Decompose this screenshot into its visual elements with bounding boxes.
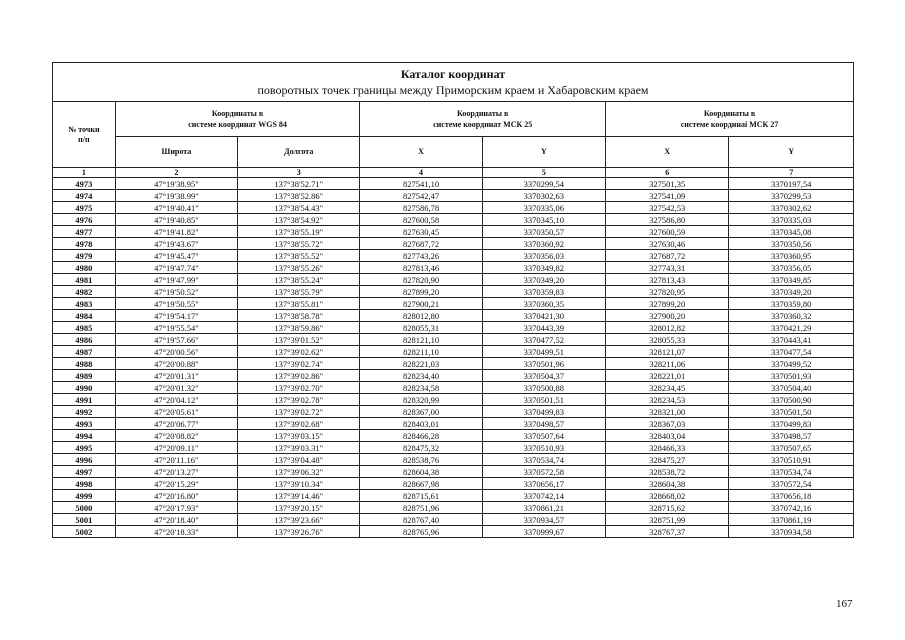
table-row: [53, 442, 854, 454]
cell-msk25-x: 828055,31: [360, 322, 482, 334]
cell-msk25-x: 827630,45: [360, 226, 482, 238]
cell-msk25-x: 828538,76: [360, 454, 482, 466]
cell-latitude: 47°19'40.41": [115, 202, 237, 214]
cell-msk27-x: 327687,72: [606, 250, 729, 262]
cell-longitude: 137°38'54.92": [238, 214, 360, 226]
cell-point-number: 4974: [53, 190, 116, 202]
cell-msk27-x: 327813,43: [606, 274, 729, 286]
cell-longitude: 137°38'55.19": [238, 226, 360, 238]
cell-longitude: 137°38'52.86": [238, 190, 360, 202]
cell-longitude: 137°38'55.72": [238, 238, 360, 250]
table-row: [53, 514, 854, 526]
cell-msk25-y: 3370507,64: [482, 430, 605, 442]
cell-latitude: 47°19'54.17": [115, 310, 237, 322]
cell-msk25-y: 3370360,35: [482, 298, 605, 310]
cell-msk25-x: 828234,40: [360, 370, 482, 382]
cell-msk27-x: 327820,95: [606, 286, 729, 298]
cell-latitude: 47°19'55.54": [115, 322, 237, 334]
cell-msk27-y: 3370443,41: [729, 334, 854, 346]
cell-msk25-x: 828667,98: [360, 478, 482, 490]
cell-msk27-x: 327630,46: [606, 238, 729, 250]
header-latitude: Широта: [115, 137, 237, 168]
table-row: [53, 490, 854, 502]
cell-msk25-y: 3370656,17: [482, 478, 605, 490]
cell-msk25-y: 3370360,92: [482, 238, 605, 250]
cell-latitude: 47°20'16.80": [115, 490, 237, 502]
group-wgs84-line2: системе координат WGS 84: [188, 120, 287, 129]
header-msk27-x: X: [606, 137, 729, 168]
cell-latitude: 47°19'57.66": [115, 334, 237, 346]
cell-msk27-x: 328121,07: [606, 346, 729, 358]
table-row: [53, 250, 854, 262]
cell-latitude: 47°20'08.82": [115, 430, 237, 442]
cell-latitude: 47°20'05.61": [115, 406, 237, 418]
page-number: 167: [836, 598, 853, 610]
cell-latitude: 47°20'01.31": [115, 370, 237, 382]
cell-msk27-y: 3370477,54: [729, 346, 854, 358]
cell-msk25-y: 3370356,03: [482, 250, 605, 262]
cell-msk27-y: 3370656,18: [729, 490, 854, 502]
group-msk27-line1: Координаты в: [703, 109, 756, 118]
cell-msk25-y: 3370498,57: [482, 418, 605, 430]
cell-longitude: 137°39'03.31": [238, 442, 360, 454]
table-row: [53, 418, 854, 430]
cell-msk25-x: 827820,90: [360, 274, 482, 286]
cell-msk25-y: 3370501,51: [482, 394, 605, 406]
cell-msk27-x: 328466,33: [606, 442, 729, 454]
cell-point-number: 4998: [53, 478, 116, 490]
table-row: [53, 394, 854, 406]
column-number: 1: [53, 168, 116, 178]
cell-msk27-y: 3370501,50: [729, 406, 854, 418]
cell-point-number: 4981: [53, 274, 116, 286]
cell-msk27-x: 328211,06: [606, 358, 729, 370]
column-number-row: [53, 168, 854, 178]
cell-msk25-y: 3370510,93: [482, 442, 605, 454]
cell-msk25-x: 827586,78: [360, 202, 482, 214]
cell-msk27-x: 328751,99: [606, 514, 729, 526]
cell-point-number: 4975: [53, 202, 116, 214]
cell-point-number: 4984: [53, 310, 116, 322]
cell-latitude: 47°19'50.55": [115, 298, 237, 310]
cell-latitude: 47°19'41.82": [115, 226, 237, 238]
group-wgs84: [115, 102, 360, 137]
cell-longitude: 137°38'55.52": [238, 250, 360, 262]
cell-msk25-y: 3370500,88: [482, 382, 605, 394]
cell-longitude: 137°38'59.86": [238, 322, 360, 334]
cell-msk25-x: 828604,38: [360, 466, 482, 478]
cell-latitude: 47°20'09.11": [115, 442, 237, 454]
cell-msk25-y: 3370345,10: [482, 214, 605, 226]
table-row: [53, 202, 854, 214]
cell-point-number: 4988: [53, 358, 116, 370]
table-row: [53, 370, 854, 382]
cell-msk27-y: 3370499,83: [729, 418, 854, 430]
cell-msk27-y: 3370350,56: [729, 238, 854, 250]
table-row: [53, 178, 854, 190]
cell-longitude: 137°39'02.62": [238, 346, 360, 358]
cell-point-number: 4976: [53, 214, 116, 226]
header-point-number: [53, 102, 116, 168]
cell-latitude: 47°19'40.85": [115, 214, 237, 226]
cell-latitude: 47°20'15.29": [115, 478, 237, 490]
cell-point-number: 5000: [53, 502, 116, 514]
cell-msk25-y: 3370335,06: [482, 202, 605, 214]
cell-latitude: 47°19'47.74": [115, 262, 237, 274]
cell-longitude: 137°39'01.52": [238, 334, 360, 346]
cell-msk25-y: 3370504,37: [482, 370, 605, 382]
table-row: [53, 226, 854, 238]
cell-msk25-y: 3370443,39: [482, 322, 605, 334]
cell-longitude: 137°39'02.74": [238, 358, 360, 370]
table-row: [53, 454, 854, 466]
column-number: 4: [360, 168, 482, 178]
cell-msk25-x: 828320,99: [360, 394, 482, 406]
cell-longitude: 137°38'54.43": [238, 202, 360, 214]
coordinate-catalog: [52, 62, 854, 538]
cell-msk27-x: 327900,20: [606, 310, 729, 322]
cell-latitude: 47°20'13.27": [115, 466, 237, 478]
cell-point-number: 4993: [53, 418, 116, 430]
cell-msk25-x: 828751,96: [360, 502, 482, 514]
cell-point-number: 4978: [53, 238, 116, 250]
cell-point-number: 4989: [53, 370, 116, 382]
group-msk25: [360, 102, 606, 137]
cell-point-number: 4983: [53, 298, 116, 310]
cell-msk27-y: 3370302,62: [729, 202, 854, 214]
cell-msk25-x: 828466,28: [360, 430, 482, 442]
cell-msk25-x: 828765,96: [360, 526, 482, 538]
cell-latitude: 47°20'17.93": [115, 502, 237, 514]
cell-latitude: 47°19'38.95": [115, 178, 237, 190]
table-row: [53, 406, 854, 418]
cell-longitude: 137°39'26.76": [238, 526, 360, 538]
cell-msk25-x: 828403,01: [360, 418, 482, 430]
table-row: [53, 382, 854, 394]
table-row: [53, 214, 854, 226]
cell-msk27-y: 3370498,57: [729, 430, 854, 442]
cell-msk27-x: 328321,00: [606, 406, 729, 418]
cell-msk27-y: 3370299,53: [729, 190, 854, 202]
cell-point-number: 4979: [53, 250, 116, 262]
cell-msk27-x: 328668,02: [606, 490, 729, 502]
cell-point-number: 5002: [53, 526, 116, 538]
cell-msk27-x: 327743,31: [606, 262, 729, 274]
table-row: [53, 466, 854, 478]
cell-latitude: 47°20'00.56": [115, 346, 237, 358]
cell-msk27-x: 327600,59: [606, 226, 729, 238]
cell-latitude: 47°20'04.12": [115, 394, 237, 406]
cell-point-number: 4999: [53, 490, 116, 502]
cell-longitude: 137°39'04.48": [238, 454, 360, 466]
cell-point-number: 4987: [53, 346, 116, 358]
group-msk27-line2: системе координаі МСК 27: [680, 120, 779, 129]
cell-msk25-x: 827813,46: [360, 262, 482, 274]
cell-msk27-x: 328012,82: [606, 322, 729, 334]
cell-msk25-x: 828121,10: [360, 334, 482, 346]
cell-msk27-y: 3370534,74: [729, 466, 854, 478]
header-point-number-line1: № точки: [68, 124, 100, 134]
table-row: [53, 274, 854, 286]
cell-msk27-y: 3370504,40: [729, 382, 854, 394]
cell-msk25-y: 3370349,20: [482, 274, 605, 286]
header-point-number-line2: п/п: [78, 134, 90, 144]
cell-point-number: 4977: [53, 226, 116, 238]
cell-msk27-y: 3370499,52: [729, 358, 854, 370]
table-row: [53, 358, 854, 370]
cell-msk25-x: 828715,61: [360, 490, 482, 502]
table-row: [53, 526, 854, 538]
table-row: [53, 190, 854, 202]
header-msk25-x: X: [360, 137, 482, 168]
cell-msk27-x: 328403,04: [606, 430, 729, 442]
cell-msk25-x: 827743,26: [360, 250, 482, 262]
cell-msk27-x: 328475,27: [606, 454, 729, 466]
table-row: [53, 502, 854, 514]
table-row: [53, 238, 854, 250]
header-longitude: Долгота: [238, 137, 360, 168]
group-msk25-line2: системе координат МСК 25: [433, 120, 533, 129]
cell-msk27-y: 3370510,91: [729, 454, 854, 466]
table-title: Каталог координат: [400, 67, 506, 81]
cell-longitude: 137°38'55.79": [238, 286, 360, 298]
cell-msk25-y: 3370499,83: [482, 406, 605, 418]
cell-msk25-x: 827899,20: [360, 286, 482, 298]
cell-msk25-y: 3370499,51: [482, 346, 605, 358]
cell-msk27-x: 328367,03: [606, 418, 729, 430]
cell-msk27-y: 3370359,80: [729, 298, 854, 310]
cell-msk27-x: 328234,53: [606, 394, 729, 406]
cell-msk25-y: 3370861,21: [482, 502, 605, 514]
cell-latitude: 47°20'01.32": [115, 382, 237, 394]
cell-msk27-y: 3370197,54: [729, 178, 854, 190]
cell-latitude: 47°20'00.88": [115, 358, 237, 370]
table-row: [53, 310, 854, 322]
cell-longitude: 137°39'20.15": [238, 502, 360, 514]
cell-point-number: 4986: [53, 334, 116, 346]
table-title-cell: [53, 63, 854, 102]
table-row: [53, 430, 854, 442]
cell-msk27-y: 3370500,90: [729, 394, 854, 406]
cell-point-number: 4982: [53, 286, 116, 298]
cell-msk27-x: 328234,45: [606, 382, 729, 394]
column-number: 7: [729, 168, 854, 178]
cell-msk25-y: 3370421,30: [482, 310, 605, 322]
cell-point-number: 4995: [53, 442, 116, 454]
cell-msk25-y: 3370349,82: [482, 262, 605, 274]
header-msk25-y: Y: [482, 137, 605, 168]
cell-point-number: 4985: [53, 322, 116, 334]
cell-msk27-y: 3370345,08: [729, 226, 854, 238]
group-msk25-line1: Координаты в: [457, 109, 509, 118]
cell-longitude: 137°39'10.34": [238, 478, 360, 490]
cell-latitude: 47°20'18.40": [115, 514, 237, 526]
cell-msk27-y: 3370934,58: [729, 526, 854, 538]
cell-point-number: 4992: [53, 406, 116, 418]
cell-point-number: 4990: [53, 382, 116, 394]
column-number: 6: [606, 168, 729, 178]
table-row: [53, 298, 854, 310]
cell-msk27-y: 3370360,95: [729, 250, 854, 262]
cell-msk25-x: 828475,32: [360, 442, 482, 454]
cell-longitude: 137°39'06.32": [238, 466, 360, 478]
cell-longitude: 137°39'23.66": [238, 514, 360, 526]
group-msk27: [606, 102, 854, 137]
cell-latitude: 47°20'11.16": [115, 454, 237, 466]
column-number: 5: [482, 168, 605, 178]
cell-longitude: 137°39'03.15": [238, 430, 360, 442]
cell-msk25-y: 3370359,83: [482, 286, 605, 298]
cell-msk27-x: 328715,62: [606, 502, 729, 514]
cell-msk25-x: 828767,40: [360, 514, 482, 526]
coordinate-table: [52, 62, 854, 538]
cell-msk27-y: 3370360,32: [729, 310, 854, 322]
cell-msk27-x: 327501,35: [606, 178, 729, 190]
cell-point-number: 4996: [53, 454, 116, 466]
cell-point-number: 4991: [53, 394, 116, 406]
cell-msk25-y: 3370350,57: [482, 226, 605, 238]
cell-msk25-x: 828012,80: [360, 310, 482, 322]
cell-msk25-x: 828367,00: [360, 406, 482, 418]
cell-msk25-y: 3370572,58: [482, 466, 605, 478]
cell-longitude: 137°38'55.81": [238, 298, 360, 310]
cell-latitude: 47°20'18.33": [115, 526, 237, 538]
cell-msk25-y: 3370302,63: [482, 190, 605, 202]
cell-longitude: 137°38'58.78": [238, 310, 360, 322]
cell-msk27-x: 328767,37: [606, 526, 729, 538]
cell-msk27-x: 327586,80: [606, 214, 729, 226]
cell-longitude: 137°39'02.72": [238, 406, 360, 418]
cell-latitude: 47°19'45.47": [115, 250, 237, 262]
cell-msk27-x: 328538,72: [606, 466, 729, 478]
cell-msk27-x: 328221,01: [606, 370, 729, 382]
cell-msk27-y: 3370349,20: [729, 286, 854, 298]
cell-msk27-x: 328604,38: [606, 478, 729, 490]
table-subtitle: поворотных точек границы между Приморским краем и Хабаровским краем: [257, 83, 649, 97]
cell-msk27-y: 3370501,93: [729, 370, 854, 382]
cell-msk27-x: 327542,53: [606, 202, 729, 214]
cell-longitude: 137°38'55.26": [238, 262, 360, 274]
cell-longitude: 137°38'52.71": [238, 178, 360, 190]
cell-msk27-y: 3370421,29: [729, 322, 854, 334]
cell-longitude: 137°39'14.46": [238, 490, 360, 502]
column-number: 2: [115, 168, 237, 178]
cell-point-number: 5001: [53, 514, 116, 526]
cell-msk27-y: 3370349,85: [729, 274, 854, 286]
cell-longitude: 137°38'55.24": [238, 274, 360, 286]
table-row: [53, 322, 854, 334]
cell-msk25-x: 828234,58: [360, 382, 482, 394]
table-row: [53, 262, 854, 274]
cell-msk25-y: 3370501,96: [482, 358, 605, 370]
cell-point-number: 4994: [53, 430, 116, 442]
cell-msk27-y: 3370742,16: [729, 502, 854, 514]
cell-point-number: 4973: [53, 178, 116, 190]
cell-msk25-y: 3370742,14: [482, 490, 605, 502]
cell-msk25-x: 828211,10: [360, 346, 482, 358]
cell-latitude: 47°19'38.99": [115, 190, 237, 202]
cell-msk27-y: 3370356,05: [729, 262, 854, 274]
cell-latitude: 47°20'06.77": [115, 418, 237, 430]
cell-latitude: 47°19'47.99": [115, 274, 237, 286]
cell-msk25-x: 827900,21: [360, 298, 482, 310]
cell-msk25-y: 3370299,54: [482, 178, 605, 190]
cell-msk27-x: 327541,09: [606, 190, 729, 202]
cell-point-number: 4997: [53, 466, 116, 478]
cell-longitude: 137°39'02.68": [238, 418, 360, 430]
cell-msk25-x: 827687,72: [360, 238, 482, 250]
cell-msk27-x: 327899,20: [606, 298, 729, 310]
group-wgs84-line1: Координаты в: [211, 109, 264, 118]
cell-msk27-y: 3370335,03: [729, 214, 854, 226]
cell-msk25-y: 3370477,52: [482, 334, 605, 346]
cell-msk27-x: 328055,33: [606, 334, 729, 346]
cell-longitude: 137°39'02.78": [238, 394, 360, 406]
table-row: [53, 478, 854, 490]
table-row: [53, 334, 854, 346]
cell-msk27-y: 3370861,19: [729, 514, 854, 526]
cell-msk25-y: 3370534,74: [482, 454, 605, 466]
cell-msk27-y: 3370572,54: [729, 478, 854, 490]
cell-msk25-y: 3370934,57: [482, 514, 605, 526]
cell-latitude: 47°19'43.67": [115, 238, 237, 250]
cell-msk25-x: 827542,47: [360, 190, 482, 202]
cell-msk25-y: 3370999,67: [482, 526, 605, 538]
cell-msk25-x: 827541,10: [360, 178, 482, 190]
cell-longitude: 137°39'02.70": [238, 382, 360, 394]
table-row: [53, 286, 854, 298]
cell-longitude: 137°39'02.86": [238, 370, 360, 382]
cell-msk25-x: 827600,58: [360, 214, 482, 226]
cell-point-number: 4980: [53, 262, 116, 274]
header-msk27-y: Y: [729, 137, 854, 168]
cell-msk25-x: 828221,03: [360, 358, 482, 370]
cell-msk27-y: 3370507,65: [729, 442, 854, 454]
cell-latitude: 47°19'50.52": [115, 286, 237, 298]
table-row: [53, 346, 854, 358]
column-number: 3: [238, 168, 360, 178]
